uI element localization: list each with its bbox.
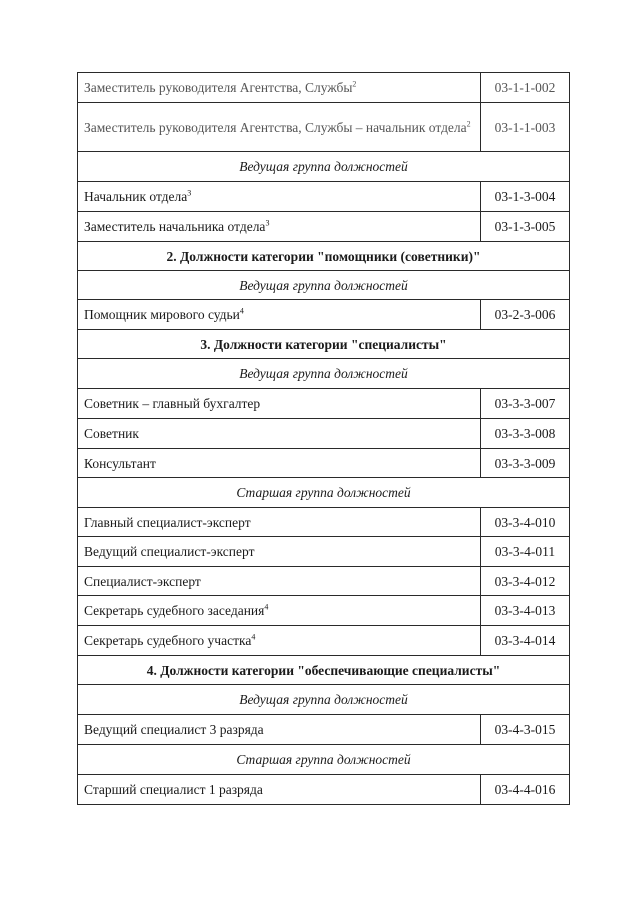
group-header-row [78, 745, 570, 775]
position-title-cell [78, 715, 481, 745]
position-code: 03-3-3-008 [481, 419, 570, 449]
group-header-row [78, 359, 570, 389]
position-title: Заместитель руководителя Агентства, Службы – начальник отдела [84, 119, 467, 135]
group-header: Ведущая группа должностей [78, 271, 570, 300]
position-title: Ведущий специалист-эксперт [84, 544, 255, 559]
position-code: 03-1-1-003 [481, 103, 570, 152]
position-code: 03-1-3-004 [481, 182, 570, 212]
position-code: 03-1-3-005 [481, 212, 570, 242]
position-title-cell [78, 449, 481, 478]
position-code: 03-3-4-013 [481, 596, 570, 626]
category-header: 4. Должности категории "обеспечивающие специалисты" [78, 656, 570, 685]
position-row [78, 212, 570, 242]
position-title: Советник [84, 426, 139, 441]
position-title-cell [78, 567, 481, 596]
category-header: 2. Должности категории "помощники (советники)" [78, 242, 570, 271]
position-row [78, 715, 570, 745]
position-row [78, 300, 570, 330]
position-code: 03-4-3-015 [481, 715, 570, 745]
footnote-mark: 4 [239, 306, 244, 316]
position-title-cell [78, 212, 481, 242]
position-title-cell [78, 419, 481, 449]
position-title: Специалист-эксперт [84, 573, 201, 589]
position-title-cell [78, 596, 481, 626]
position-code: 03-3-3-007 [481, 389, 570, 419]
position-title: Главный специалист-эксперт [84, 514, 251, 530]
group-header-row [78, 685, 570, 715]
footnote-mark: 3 [187, 188, 192, 198]
positions-table [77, 72, 570, 805]
position-row [78, 596, 570, 626]
group-header: Ведущая группа должностей [78, 359, 570, 389]
footnote-mark: 3 [265, 218, 270, 228]
footnote-mark: 4 [264, 602, 269, 612]
position-code: 03-3-4-010 [481, 508, 570, 537]
group-header: Старшая группа должностей [78, 478, 570, 508]
position-title: Старший специалист 1 разряда [84, 782, 263, 797]
category-header-row [78, 656, 570, 685]
position-title-cell [78, 775, 481, 805]
position-title: Ведущий специалист 3 разряда [84, 722, 264, 737]
group-header-row [78, 152, 570, 182]
position-title: Начальник отдела [84, 189, 188, 204]
position-row [78, 419, 570, 449]
position-row [78, 182, 570, 212]
position-title-cell [78, 182, 481, 212]
position-title: Заместитель начальника отдела [84, 219, 266, 234]
position-code: 03-3-4-014 [481, 626, 570, 656]
position-row [78, 567, 570, 596]
footnote-mark: 2 [352, 79, 357, 89]
position-title-cell [78, 103, 481, 152]
position-code: 03-1-1-002 [481, 73, 570, 103]
position-row [78, 73, 570, 103]
position-title: Секретарь судебного заседания [84, 603, 265, 618]
footnote-mark: 4 [251, 632, 256, 642]
position-code: 03-3-4-011 [481, 537, 570, 567]
group-header-row [78, 478, 570, 508]
position-title-cell [78, 389, 481, 419]
position-code: 03-3-4-012 [481, 567, 570, 596]
footnote-mark: 2 [466, 119, 471, 128]
position-code: 03-4-4-016 [481, 775, 570, 805]
position-title: Консультант [84, 455, 156, 471]
position-row [78, 103, 570, 152]
position-title: Заместитель руководителя Агентства, Службы [84, 80, 353, 95]
group-header: Ведущая группа должностей [78, 152, 570, 182]
category-header-row [78, 242, 570, 271]
position-title-cell [78, 508, 481, 537]
position-title-cell [78, 300, 481, 330]
position-row [78, 389, 570, 419]
position-title-cell [78, 73, 481, 103]
group-header: Старшая группа должностей [78, 745, 570, 775]
position-row [78, 537, 570, 567]
group-header-row [78, 271, 570, 300]
position-code: 03-3-3-009 [481, 449, 570, 478]
position-title: Советник – главный бухгалтер [84, 396, 261, 411]
group-header: Ведущая группа должностей [78, 685, 570, 715]
position-title-cell [78, 626, 481, 656]
position-title: Секретарь судебного участка [84, 633, 252, 648]
position-row [78, 508, 570, 537]
position-title-cell [78, 537, 481, 567]
position-row [78, 775, 570, 805]
category-header-row [78, 330, 570, 359]
positions-table-body [78, 73, 570, 805]
category-header: 3. Должности категории "специалисты" [78, 330, 570, 359]
position-title: Помощник мирового судьи [84, 307, 240, 322]
position-row [78, 626, 570, 656]
position-code: 03-2-3-006 [481, 300, 570, 330]
position-row [78, 449, 570, 478]
